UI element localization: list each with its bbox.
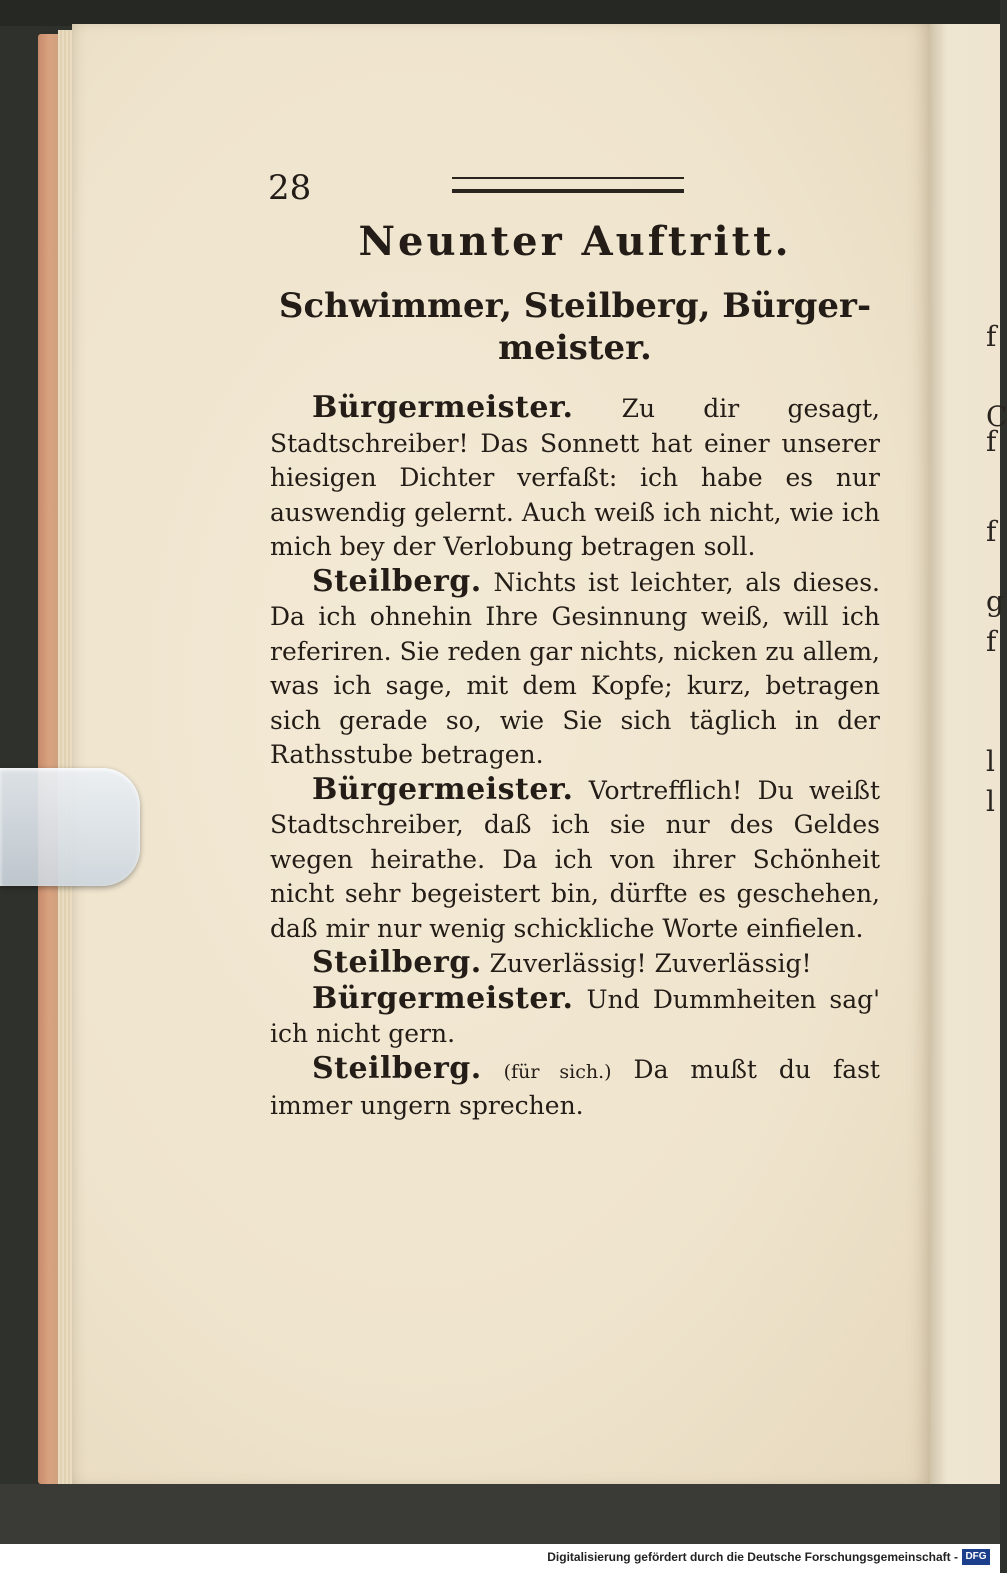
stage-direction: (für sich.) <box>503 1060 612 1083</box>
scene-heading: Neunter Auftritt. <box>358 218 792 265</box>
dialogue-paragraph <box>270 565 880 773</box>
facing-page-glyph: f <box>986 425 997 458</box>
dialogue-text: Und Dummheiten sag' ich nicht gern. <box>270 984 880 1048</box>
dfg-logo: DFG <box>962 1549 990 1565</box>
scan-bottom-border <box>0 1484 1000 1544</box>
scan-top-border <box>0 0 1000 26</box>
cast-list: Schwimmer, Steilberg, Bürger- meister. <box>278 286 872 368</box>
facing-page-glyph: f <box>986 320 997 353</box>
dialogue-text: Da mußt du fast immer ungern sprechen. <box>270 1054 880 1120</box>
speaker-name: Bürgermeister. <box>312 980 574 1016</box>
speaker-name: Bürgermeister. <box>312 390 574 425</box>
facing-page-glyph: g <box>986 585 1004 618</box>
dialogue-paragraph <box>270 1052 880 1124</box>
facing-page-glyph: f <box>986 625 997 658</box>
speaker-name: Steilberg. <box>312 945 482 980</box>
page-text <box>270 218 880 1124</box>
dialogue-text: Vortrefflich! Du weißt Stadtschreiber, daß ich sie nur des Geldes wegen heirathe. Da ich von ihrer Schönheit nicht sehr begeistert bin, dürfte es geschehen, daß mir nur wenig schickliche Worte einfielen. <box>270 775 880 943</box>
footer-credit: Digitalisierung gefördert durch die Deutsche Forschungsgemeinschaft - <box>547 1550 958 1564</box>
speaker-name: Steilberg. <box>312 1050 482 1086</box>
header-rule <box>452 177 684 193</box>
facing-page-glyph: l <box>986 745 995 778</box>
facing-page-glyph: l <box>986 785 995 818</box>
dialogue-paragraph <box>270 773 880 947</box>
dialogue-paragraph <box>270 982 880 1052</box>
bookmark-clip <box>0 768 140 886</box>
dialogue-paragraph <box>270 391 880 565</box>
dialogue-text: Nichts ist leichter, als dieses. Da ich ohnehin Ihre Gesinnung weiß, will ich referiren. Sie reden gar nichts, nicken zu allem, was ich sage, mit dem Kopfe; kurz, betragen sich gerade so, wie Sie sich täglich in der Rathsstube betragen. <box>270 567 880 769</box>
speaker-name: Steilberg. <box>312 563 482 599</box>
dialogue-text: Zu dir gesagt, Stadtschreiber! Das Sonnett hat einer unserer hiesigen Dichter verfaßt: ich habe es nur auswendig gelernt. Auch weiß ich nicht, wie ich mich bey der Verlobung betragen soll. <box>270 394 880 561</box>
page-number: 28 <box>268 168 312 208</box>
dialogue-paragraph <box>270 946 880 982</box>
facing-page-glyph: f <box>986 515 997 548</box>
speaker-name: Bürgermeister. <box>312 771 574 807</box>
dialogue-text: Zuverlässig! Zuverlässig! <box>489 949 812 978</box>
facing-page-glyph: C <box>986 400 1007 433</box>
